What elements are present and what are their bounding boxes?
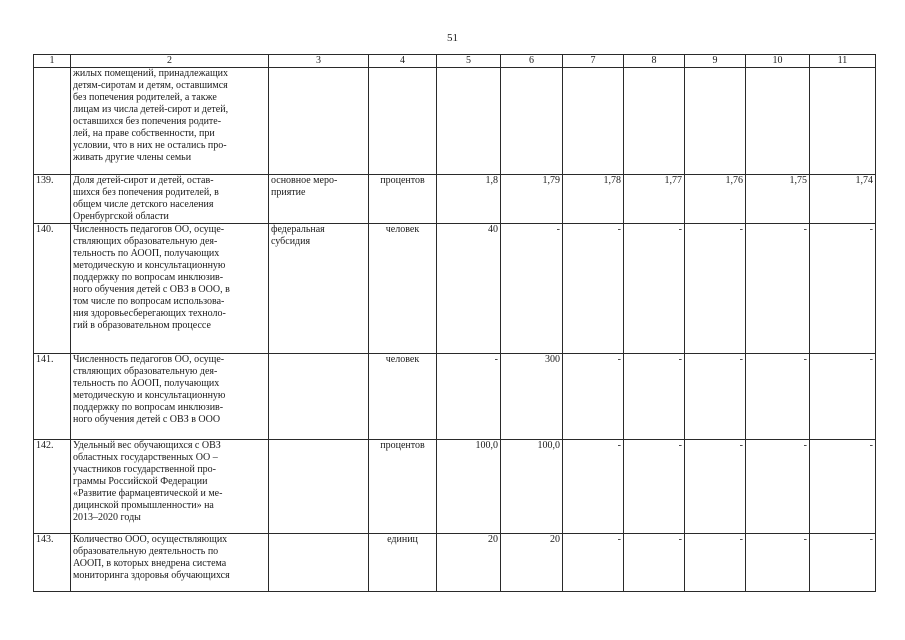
indicator-value: -: [746, 440, 810, 534]
column-header: 5: [437, 55, 501, 68]
description-line: том числе по вопросам использова-: [73, 296, 225, 307]
indicator-value: -: [746, 224, 810, 354]
description-line: участников государственной про-: [73, 464, 217, 475]
description-line: ствляющих образовательную дея-: [73, 236, 218, 247]
row-number: 139.: [34, 175, 71, 224]
indicator-value: -: [624, 440, 685, 534]
indicator-value: -: [685, 354, 746, 440]
table-row: [34, 68, 876, 175]
description-line: дицинской промышленности» на: [73, 500, 214, 511]
funding-source: [269, 534, 369, 592]
indicator-value: 40: [437, 224, 501, 354]
description-line: Оренбургской области: [73, 211, 169, 222]
description-line: лей, на праве собственности, при: [73, 128, 215, 139]
unit-of-measure: процентов: [369, 175, 437, 224]
indicator-value: -: [624, 224, 685, 354]
description-line: поддержку по вопросам инклюзив-: [73, 272, 224, 283]
unit-of-measure: человек: [369, 354, 437, 440]
description-line: условии, что в них не остались про-: [73, 140, 227, 151]
description-line: оставшихся без попечения родите-: [73, 116, 222, 127]
indicator-value: 1,76: [685, 175, 746, 224]
description-line: ния здоровьесберегающих техноло-: [73, 308, 226, 319]
column-header: 2: [71, 55, 269, 68]
indicator-value: -: [437, 354, 501, 440]
indicator-value: -: [624, 534, 685, 592]
unit-of-measure: единиц: [369, 534, 437, 592]
table-row: [34, 440, 876, 534]
indicator-value: [501, 68, 563, 175]
funding-source: [269, 440, 369, 534]
description-line: шихся без попечения родителей, в: [73, 187, 219, 198]
description-line: АООП, в которых внедрена система: [73, 558, 227, 569]
description-line: Численность педагогов ОО, осуще-: [73, 224, 225, 235]
description-line: областных государственных ОО –: [73, 452, 218, 463]
column-header: 4: [369, 55, 437, 68]
column-header: 10: [746, 55, 810, 68]
indicator-value: -: [563, 440, 624, 534]
column-header: 6: [501, 55, 563, 68]
source-line: федеральная: [271, 224, 325, 235]
description-line: «Развитие фармацевтической и ме-: [73, 488, 223, 499]
indicator-value: [746, 68, 810, 175]
indicator-description: [71, 354, 269, 440]
indicator-value: [563, 68, 624, 175]
description-line: Количество ООО, осуществляющих: [73, 534, 228, 545]
funding-source: [269, 224, 369, 354]
column-header: 3: [269, 55, 369, 68]
page-number: 51: [447, 32, 458, 44]
indicator-value: 1,79: [501, 175, 563, 224]
description-line: методическую и консультационную: [73, 260, 226, 271]
description-line: ствляющих образовательную дея-: [73, 366, 218, 377]
indicator-value: 1,8: [437, 175, 501, 224]
description-line: ного обучения детей с ОВЗ в ООО, в: [73, 284, 230, 295]
indicator-value: 1,78: [563, 175, 624, 224]
description-line: тельность по АООП, получающих: [73, 378, 220, 389]
table-row: [34, 175, 876, 224]
row-number: 141.: [34, 354, 71, 440]
description-line: лицам из числа детей-сирот и детей,: [73, 104, 229, 115]
indicator-description: [71, 534, 269, 592]
description-line: живать другие члены семьи: [73, 152, 192, 163]
header-row: [34, 55, 876, 68]
indicator-value: -: [563, 534, 624, 592]
description-line: Численность педагогов ОО, осуще-: [73, 354, 225, 365]
indicator-description: [71, 68, 269, 175]
indicator-value: -: [810, 224, 876, 354]
indicator-value: 100,0: [437, 440, 501, 534]
source-line: основное меро-: [271, 175, 338, 186]
indicator-description: [71, 440, 269, 534]
row-number: 143.: [34, 534, 71, 592]
indicator-description: [71, 224, 269, 354]
indicator-value: 20: [437, 534, 501, 592]
row-number: 142.: [34, 440, 71, 534]
indicator-value: -: [746, 534, 810, 592]
column-header: 9: [685, 55, 746, 68]
indicator-value: -: [563, 224, 624, 354]
indicator-value: -: [563, 354, 624, 440]
funding-source: [269, 354, 369, 440]
source-line: субсидия: [271, 236, 311, 247]
indicator-value: -: [810, 354, 876, 440]
indicator-value: -: [624, 354, 685, 440]
description-line: без попечения родителей, а также: [73, 92, 217, 103]
indicator-value: 1,77: [624, 175, 685, 224]
indicators-table: [33, 54, 876, 592]
indicator-value: -: [810, 534, 876, 592]
description-line: граммы Российской Федерации: [73, 476, 208, 487]
description-line: общем числе детского населения: [73, 199, 214, 210]
column-header: 7: [563, 55, 624, 68]
indicator-value: -: [810, 440, 876, 534]
unit-of-measure: [369, 68, 437, 175]
description-line: детям-сиротам и детям, оставшимся: [73, 80, 228, 91]
table-row: [34, 224, 876, 354]
description-line: Удельный вес обучающихся с ОВЗ: [73, 440, 221, 451]
indicator-value: -: [685, 224, 746, 354]
unit-of-measure: человек: [369, 224, 437, 354]
indicator-value: -: [685, 440, 746, 534]
indicator-value: -: [685, 534, 746, 592]
description-line: жилых помещений, принадлежащих: [73, 68, 228, 79]
indicator-value: [685, 68, 746, 175]
row-number: [34, 68, 71, 175]
description-line: тельность по АООП, получающих: [73, 248, 220, 259]
description-line: ного обучения детей с ОВЗ в ООО: [73, 414, 221, 425]
indicator-value: [810, 68, 876, 175]
row-number: 140.: [34, 224, 71, 354]
description-line: гий в образовательном процессе: [73, 320, 211, 331]
description-line: образовательную деятельность по: [73, 546, 219, 557]
indicator-value: [437, 68, 501, 175]
indicator-value: 300: [501, 354, 563, 440]
indicator-value: 1,75: [746, 175, 810, 224]
column-header: 8: [624, 55, 685, 68]
description-line: мониторинга здоровья обучающихся: [73, 570, 230, 581]
indicator-description: [71, 175, 269, 224]
description-line: Доля детей-сирот и детей, остав-: [73, 175, 214, 186]
source-line: приятие: [271, 187, 306, 198]
funding-source: [269, 175, 369, 224]
indicator-value: -: [501, 224, 563, 354]
indicator-value: [624, 68, 685, 175]
indicator-value: 100,0: [501, 440, 563, 534]
indicator-value: -: [746, 354, 810, 440]
funding-source: [269, 68, 369, 175]
table-row: [34, 354, 876, 440]
column-header: 1: [34, 55, 71, 68]
description-line: поддержку по вопросам инклюзив-: [73, 402, 224, 413]
column-header: 11: [810, 55, 876, 68]
indicator-value: 20: [501, 534, 563, 592]
description-line: 2013–2020 годы: [73, 512, 141, 523]
indicator-value: 1,74: [810, 175, 876, 224]
unit-of-measure: процентов: [369, 440, 437, 534]
table-row: [34, 534, 876, 592]
description-line: методическую и консультационную: [73, 390, 226, 401]
